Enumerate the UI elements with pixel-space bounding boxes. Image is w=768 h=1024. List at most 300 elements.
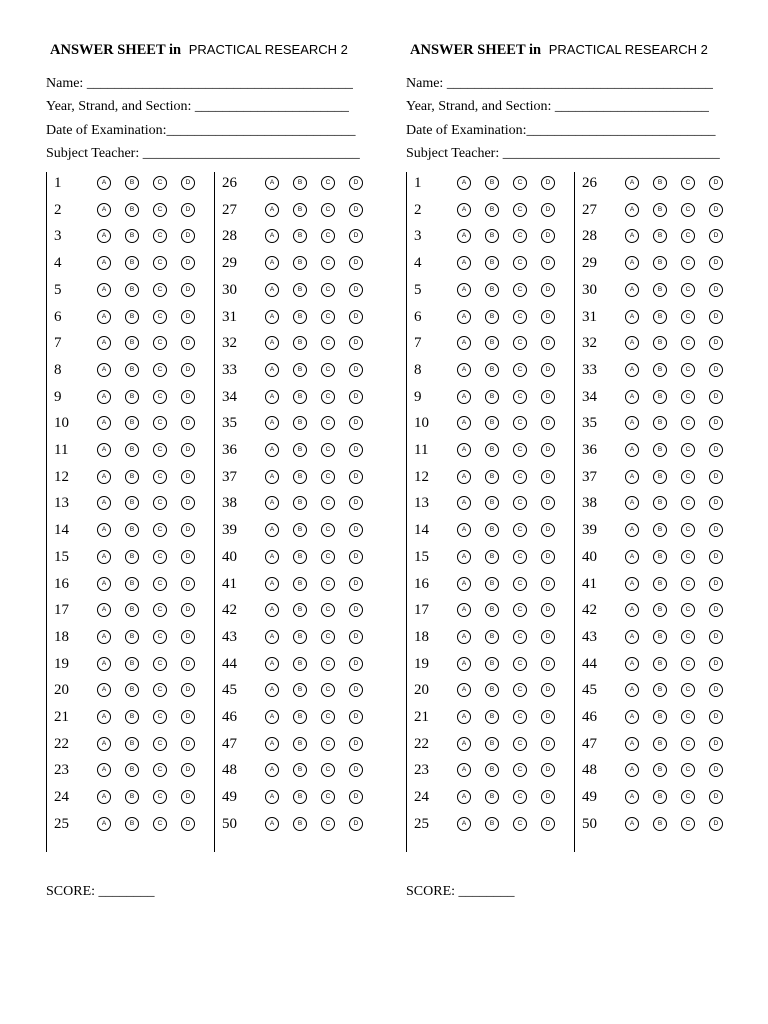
answer-bubble-a[interactable]: A — [97, 470, 111, 484]
answer-bubble-d[interactable]: D — [349, 496, 363, 510]
answer-bubble-a[interactable]: A — [265, 283, 279, 297]
answer-bubble-a[interactable]: A — [457, 683, 471, 697]
answer-bubble-d[interactable]: D — [709, 603, 723, 617]
answer-bubble-b[interactable]: B — [653, 310, 667, 324]
answer-bubble-b[interactable]: B — [485, 176, 499, 190]
answer-bubble-a[interactable]: A — [625, 443, 639, 457]
answer-bubble-b[interactable]: B — [125, 336, 139, 350]
score-field[interactable]: SCORE: ________ — [46, 884, 155, 899]
answer-bubble-a[interactable]: A — [265, 523, 279, 537]
answer-bubble-d[interactable]: D — [181, 310, 195, 324]
answer-bubble-a[interactable]: A — [457, 790, 471, 804]
answer-bubble-d[interactable]: D — [709, 256, 723, 270]
answer-bubble-c[interactable]: C — [321, 229, 335, 243]
answer-bubble-d[interactable]: D — [349, 283, 363, 297]
answer-bubble-c[interactable]: C — [513, 336, 527, 350]
answer-bubble-a[interactable]: A — [265, 790, 279, 804]
answer-bubble-d[interactable]: D — [181, 416, 195, 430]
answer-bubble-c[interactable]: C — [681, 683, 695, 697]
answer-bubble-c[interactable]: C — [681, 256, 695, 270]
answer-bubble-c[interactable]: C — [153, 203, 167, 217]
answer-bubble-a[interactable]: A — [265, 229, 279, 243]
answer-bubble-a[interactable]: A — [97, 256, 111, 270]
answer-bubble-c[interactable]: C — [513, 737, 527, 751]
answer-bubble-b[interactable]: B — [653, 550, 667, 564]
answer-bubble-b[interactable]: B — [653, 229, 667, 243]
answer-bubble-d[interactable]: D — [709, 577, 723, 591]
answer-bubble-d[interactable]: D — [709, 203, 723, 217]
answer-bubble-d[interactable]: D — [349, 416, 363, 430]
answer-bubble-d[interactable]: D — [349, 737, 363, 751]
answer-bubble-c[interactable]: C — [153, 416, 167, 430]
answer-bubble-b[interactable]: B — [485, 603, 499, 617]
answer-bubble-a[interactable]: A — [97, 416, 111, 430]
answer-bubble-a[interactable]: A — [97, 283, 111, 297]
answer-bubble-a[interactable]: A — [625, 630, 639, 644]
answer-bubble-b[interactable]: B — [485, 577, 499, 591]
answer-bubble-a[interactable]: A — [457, 763, 471, 777]
answer-bubble-a[interactable]: A — [265, 630, 279, 644]
answer-bubble-c[interactable]: C — [513, 577, 527, 591]
answer-bubble-a[interactable]: A — [97, 203, 111, 217]
name-field[interactable]: Name: ______________________________________ — [406, 76, 713, 91]
name-field[interactable]: Name: ______________________________________ — [46, 76, 353, 91]
answer-bubble-d[interactable]: D — [541, 336, 555, 350]
answer-bubble-c[interactable]: C — [681, 176, 695, 190]
answer-bubble-a[interactable]: A — [97, 630, 111, 644]
answer-bubble-c[interactable]: C — [153, 310, 167, 324]
answer-bubble-c[interactable]: C — [681, 763, 695, 777]
answer-bubble-c[interactable]: C — [681, 577, 695, 591]
answer-bubble-d[interactable]: D — [541, 363, 555, 377]
answer-bubble-b[interactable]: B — [653, 336, 667, 350]
answer-bubble-c[interactable]: C — [153, 577, 167, 591]
answer-bubble-c[interactable]: C — [681, 283, 695, 297]
answer-bubble-d[interactable]: D — [709, 550, 723, 564]
subject-teacher-field[interactable]: Subject Teacher: _______________________________ — [46, 146, 360, 161]
answer-bubble-b[interactable]: B — [485, 203, 499, 217]
answer-bubble-c[interactable]: C — [153, 443, 167, 457]
answer-bubble-c[interactable]: C — [513, 603, 527, 617]
answer-bubble-d[interactable]: D — [541, 817, 555, 831]
answer-bubble-a[interactable]: A — [625, 390, 639, 404]
answer-bubble-b[interactable]: B — [125, 470, 139, 484]
answer-bubble-b[interactable]: B — [293, 523, 307, 537]
answer-bubble-a[interactable]: A — [457, 496, 471, 510]
answer-bubble-d[interactable]: D — [181, 630, 195, 644]
answer-bubble-b[interactable]: B — [125, 229, 139, 243]
answer-bubble-d[interactable]: D — [709, 657, 723, 671]
answer-bubble-c[interactable]: C — [513, 630, 527, 644]
answer-bubble-d[interactable]: D — [709, 283, 723, 297]
answer-bubble-c[interactable]: C — [513, 310, 527, 324]
answer-bubble-b[interactable]: B — [653, 630, 667, 644]
answer-bubble-c[interactable]: C — [153, 763, 167, 777]
answer-bubble-c[interactable]: C — [321, 416, 335, 430]
score-field[interactable]: SCORE: ________ — [406, 884, 515, 899]
answer-bubble-c[interactable]: C — [321, 577, 335, 591]
answer-bubble-b[interactable]: B — [125, 283, 139, 297]
answer-bubble-c[interactable]: C — [153, 523, 167, 537]
answer-bubble-d[interactable]: D — [181, 523, 195, 537]
answer-bubble-c[interactable]: C — [153, 229, 167, 243]
answer-bubble-c[interactable]: C — [513, 390, 527, 404]
answer-bubble-a[interactable]: A — [265, 390, 279, 404]
answer-bubble-d[interactable]: D — [709, 229, 723, 243]
answer-bubble-c[interactable]: C — [153, 550, 167, 564]
answer-bubble-b[interactable]: B — [293, 737, 307, 751]
answer-bubble-d[interactable]: D — [181, 203, 195, 217]
answer-bubble-c[interactable]: C — [681, 336, 695, 350]
answer-bubble-a[interactable]: A — [265, 203, 279, 217]
answer-bubble-d[interactable]: D — [181, 496, 195, 510]
answer-bubble-b[interactable]: B — [125, 256, 139, 270]
answer-bubble-c[interactable]: C — [321, 790, 335, 804]
answer-bubble-c[interactable]: C — [513, 496, 527, 510]
answer-bubble-b[interactable]: B — [653, 496, 667, 510]
answer-bubble-d[interactable]: D — [541, 470, 555, 484]
answer-bubble-c[interactable]: C — [513, 523, 527, 537]
answer-bubble-d[interactable]: D — [541, 256, 555, 270]
answer-bubble-d[interactable]: D — [709, 710, 723, 724]
answer-bubble-c[interactable]: C — [321, 336, 335, 350]
answer-bubble-b[interactable]: B — [653, 737, 667, 751]
answer-bubble-a[interactable]: A — [457, 363, 471, 377]
answer-bubble-b[interactable]: B — [485, 763, 499, 777]
answer-bubble-b[interactable]: B — [485, 470, 499, 484]
answer-bubble-b[interactable]: B — [485, 310, 499, 324]
answer-bubble-a[interactable]: A — [457, 550, 471, 564]
answer-bubble-a[interactable]: A — [97, 496, 111, 510]
answer-bubble-a[interactable]: A — [265, 710, 279, 724]
answer-bubble-d[interactable]: D — [709, 817, 723, 831]
answer-bubble-a[interactable]: A — [457, 203, 471, 217]
answer-bubble-d[interactable]: D — [709, 630, 723, 644]
answer-bubble-a[interactable]: A — [97, 790, 111, 804]
answer-bubble-b[interactable]: B — [293, 710, 307, 724]
answer-bubble-d[interactable]: D — [709, 470, 723, 484]
answer-bubble-c[interactable]: C — [513, 283, 527, 297]
answer-bubble-a[interactable]: A — [625, 603, 639, 617]
answer-bubble-d[interactable]: D — [709, 763, 723, 777]
answer-bubble-a[interactable]: A — [265, 310, 279, 324]
answer-bubble-a[interactable]: A — [265, 577, 279, 591]
answer-bubble-a[interactable]: A — [457, 737, 471, 751]
answer-bubble-c[interactable]: C — [513, 256, 527, 270]
answer-bubble-c[interactable]: C — [513, 790, 527, 804]
answer-bubble-d[interactable]: D — [541, 496, 555, 510]
answer-bubble-d[interactable]: D — [181, 577, 195, 591]
answer-bubble-b[interactable]: B — [125, 416, 139, 430]
answer-bubble-a[interactable]: A — [457, 577, 471, 591]
answer-bubble-b[interactable]: B — [653, 523, 667, 537]
answer-bubble-c[interactable]: C — [321, 657, 335, 671]
answer-bubble-a[interactable]: A — [97, 657, 111, 671]
answer-bubble-d[interactable]: D — [709, 363, 723, 377]
answer-bubble-c[interactable]: C — [321, 363, 335, 377]
answer-bubble-d[interactable]: D — [541, 790, 555, 804]
answer-bubble-b[interactable]: B — [293, 283, 307, 297]
answer-bubble-b[interactable]: B — [293, 550, 307, 564]
answer-bubble-b[interactable]: B — [653, 416, 667, 430]
answer-bubble-b[interactable]: B — [293, 657, 307, 671]
answer-bubble-d[interactable]: D — [349, 390, 363, 404]
answer-bubble-d[interactable]: D — [541, 443, 555, 457]
answer-bubble-b[interactable]: B — [125, 310, 139, 324]
answer-bubble-c[interactable]: C — [153, 496, 167, 510]
answer-bubble-d[interactable]: D — [541, 390, 555, 404]
answer-bubble-a[interactable]: A — [457, 336, 471, 350]
answer-bubble-b[interactable]: B — [125, 603, 139, 617]
answer-bubble-b[interactable]: B — [653, 603, 667, 617]
year-strand-section-field[interactable]: Year, Strand, and Section: ______________________ — [46, 99, 349, 114]
answer-bubble-c[interactable]: C — [153, 683, 167, 697]
answer-bubble-c[interactable]: C — [513, 203, 527, 217]
answer-bubble-b[interactable]: B — [293, 336, 307, 350]
answer-bubble-b[interactable]: B — [293, 229, 307, 243]
answer-bubble-c[interactable]: C — [321, 310, 335, 324]
answer-bubble-c[interactable]: C — [681, 390, 695, 404]
answer-bubble-d[interactable]: D — [541, 763, 555, 777]
answer-bubble-a[interactable]: A — [265, 470, 279, 484]
answer-bubble-d[interactable]: D — [349, 310, 363, 324]
answer-bubble-a[interactable]: A — [97, 817, 111, 831]
answer-bubble-d[interactable]: D — [181, 443, 195, 457]
answer-bubble-c[interactable]: C — [513, 550, 527, 564]
answer-bubble-d[interactable]: D — [349, 657, 363, 671]
answer-bubble-b[interactable]: B — [125, 817, 139, 831]
answer-bubble-b[interactable]: B — [125, 577, 139, 591]
answer-bubble-a[interactable]: A — [97, 363, 111, 377]
answer-bubble-a[interactable]: A — [97, 710, 111, 724]
answer-bubble-b[interactable]: B — [125, 176, 139, 190]
answer-bubble-b[interactable]: B — [653, 390, 667, 404]
answer-bubble-d[interactable]: D — [349, 363, 363, 377]
answer-bubble-a[interactable]: A — [625, 496, 639, 510]
answer-bubble-b[interactable]: B — [653, 657, 667, 671]
answer-bubble-b[interactable]: B — [293, 416, 307, 430]
answer-bubble-c[interactable]: C — [321, 523, 335, 537]
answer-bubble-d[interactable]: D — [349, 710, 363, 724]
answer-bubble-b[interactable]: B — [485, 630, 499, 644]
answer-bubble-b[interactable]: B — [293, 470, 307, 484]
answer-bubble-d[interactable]: D — [181, 470, 195, 484]
answer-bubble-d[interactable]: D — [541, 683, 555, 697]
answer-bubble-a[interactable]: A — [457, 630, 471, 644]
answer-bubble-a[interactable]: A — [625, 283, 639, 297]
answer-bubble-c[interactable]: C — [681, 550, 695, 564]
answer-bubble-d[interactable]: D — [709, 496, 723, 510]
answer-bubble-a[interactable]: A — [625, 229, 639, 243]
answer-bubble-a[interactable]: A — [625, 710, 639, 724]
answer-bubble-a[interactable]: A — [97, 577, 111, 591]
answer-bubble-a[interactable]: A — [265, 763, 279, 777]
answer-bubble-b[interactable]: B — [125, 496, 139, 510]
answer-bubble-c[interactable]: C — [681, 443, 695, 457]
answer-bubble-c[interactable]: C — [681, 657, 695, 671]
answer-bubble-b[interactable]: B — [125, 390, 139, 404]
answer-bubble-a[interactable]: A — [625, 577, 639, 591]
answer-bubble-b[interactable]: B — [293, 496, 307, 510]
answer-bubble-d[interactable]: D — [709, 416, 723, 430]
answer-bubble-a[interactable]: A — [457, 470, 471, 484]
answer-bubble-a[interactable]: A — [625, 176, 639, 190]
answer-bubble-c[interactable]: C — [681, 416, 695, 430]
answer-bubble-d[interactable]: D — [181, 256, 195, 270]
answer-bubble-b[interactable]: B — [125, 683, 139, 697]
answer-bubble-c[interactable]: C — [513, 363, 527, 377]
answer-bubble-d[interactable]: D — [709, 336, 723, 350]
answer-bubble-d[interactable]: D — [349, 790, 363, 804]
answer-bubble-b[interactable]: B — [293, 310, 307, 324]
answer-bubble-c[interactable]: C — [681, 229, 695, 243]
answer-bubble-a[interactable]: A — [625, 683, 639, 697]
answer-bubble-a[interactable]: A — [457, 283, 471, 297]
answer-bubble-b[interactable]: B — [293, 363, 307, 377]
answer-bubble-a[interactable]: A — [625, 657, 639, 671]
answer-bubble-d[interactable]: D — [349, 763, 363, 777]
answer-bubble-b[interactable]: B — [653, 363, 667, 377]
answer-bubble-d[interactable]: D — [541, 737, 555, 751]
answer-bubble-a[interactable]: A — [625, 203, 639, 217]
answer-bubble-b[interactable]: B — [653, 283, 667, 297]
answer-bubble-c[interactable]: C — [153, 470, 167, 484]
answer-bubble-d[interactable]: D — [349, 256, 363, 270]
answer-bubble-b[interactable]: B — [485, 737, 499, 751]
answer-bubble-b[interactable]: B — [653, 470, 667, 484]
answer-bubble-a[interactable]: A — [625, 737, 639, 751]
answer-bubble-c[interactable]: C — [153, 817, 167, 831]
answer-bubble-d[interactable]: D — [181, 363, 195, 377]
answer-bubble-a[interactable]: A — [625, 336, 639, 350]
answer-bubble-b[interactable]: B — [653, 763, 667, 777]
answer-bubble-b[interactable]: B — [293, 176, 307, 190]
answer-bubble-c[interactable]: C — [513, 683, 527, 697]
answer-bubble-c[interactable]: C — [153, 630, 167, 644]
answer-bubble-a[interactable]: A — [457, 416, 471, 430]
answer-bubble-d[interactable]: D — [181, 283, 195, 297]
answer-bubble-d[interactable]: D — [349, 817, 363, 831]
answer-bubble-b[interactable]: B — [485, 256, 499, 270]
answer-bubble-d[interactable]: D — [181, 790, 195, 804]
answer-bubble-c[interactable]: C — [321, 203, 335, 217]
answer-bubble-d[interactable]: D — [541, 630, 555, 644]
answer-bubble-a[interactable]: A — [625, 310, 639, 324]
answer-bubble-c[interactable]: C — [321, 737, 335, 751]
answer-bubble-a[interactable]: A — [265, 256, 279, 270]
answer-bubble-d[interactable]: D — [541, 523, 555, 537]
answer-bubble-d[interactable]: D — [181, 336, 195, 350]
answer-bubble-c[interactable]: C — [321, 470, 335, 484]
answer-bubble-c[interactable]: C — [321, 496, 335, 510]
answer-bubble-d[interactable]: D — [181, 763, 195, 777]
answer-bubble-a[interactable]: A — [625, 817, 639, 831]
answer-bubble-a[interactable]: A — [457, 390, 471, 404]
answer-bubble-a[interactable]: A — [97, 603, 111, 617]
answer-bubble-b[interactable]: B — [293, 203, 307, 217]
answer-bubble-a[interactable]: A — [97, 523, 111, 537]
answer-bubble-c[interactable]: C — [153, 283, 167, 297]
answer-bubble-c[interactable]: C — [513, 229, 527, 243]
answer-bubble-b[interactable]: B — [653, 790, 667, 804]
answer-bubble-b[interactable]: B — [293, 256, 307, 270]
answer-bubble-c[interactable]: C — [153, 737, 167, 751]
answer-bubble-d[interactable]: D — [181, 817, 195, 831]
answer-bubble-d[interactable]: D — [541, 550, 555, 564]
answer-bubble-c[interactable]: C — [681, 603, 695, 617]
answer-bubble-a[interactable]: A — [97, 310, 111, 324]
answer-bubble-d[interactable]: D — [181, 229, 195, 243]
answer-bubble-a[interactable]: A — [97, 737, 111, 751]
answer-bubble-a[interactable]: A — [265, 363, 279, 377]
answer-bubble-d[interactable]: D — [181, 737, 195, 751]
answer-bubble-b[interactable]: B — [653, 577, 667, 591]
answer-bubble-c[interactable]: C — [681, 523, 695, 537]
answer-bubble-c[interactable]: C — [513, 817, 527, 831]
answer-bubble-d[interactable]: D — [709, 683, 723, 697]
answer-bubble-a[interactable]: A — [457, 443, 471, 457]
answer-bubble-c[interactable]: C — [681, 310, 695, 324]
answer-bubble-b[interactable]: B — [653, 176, 667, 190]
answer-bubble-a[interactable]: A — [265, 683, 279, 697]
answer-bubble-a[interactable]: A — [457, 710, 471, 724]
answer-bubble-b[interactable]: B — [653, 256, 667, 270]
answer-bubble-c[interactable]: C — [321, 176, 335, 190]
answer-bubble-c[interactable]: C — [513, 176, 527, 190]
answer-bubble-b[interactable]: B — [125, 443, 139, 457]
answer-bubble-d[interactable]: D — [349, 336, 363, 350]
answer-bubble-a[interactable]: A — [97, 229, 111, 243]
answer-bubble-d[interactable]: D — [349, 470, 363, 484]
answer-bubble-b[interactable]: B — [485, 710, 499, 724]
answer-bubble-c[interactable]: C — [153, 363, 167, 377]
answer-bubble-a[interactable]: A — [97, 443, 111, 457]
answer-bubble-d[interactable]: D — [349, 577, 363, 591]
answer-bubble-b[interactable]: B — [485, 657, 499, 671]
date-of-examination-field[interactable]: Date of Examination:___________________________ — [406, 123, 716, 138]
answer-bubble-d[interactable]: D — [541, 657, 555, 671]
answer-bubble-d[interactable]: D — [541, 283, 555, 297]
answer-bubble-b[interactable]: B — [485, 790, 499, 804]
answer-bubble-d[interactable]: D — [181, 683, 195, 697]
answer-bubble-b[interactable]: B — [485, 496, 499, 510]
answer-bubble-b[interactable]: B — [293, 603, 307, 617]
answer-bubble-d[interactable]: D — [181, 603, 195, 617]
answer-bubble-d[interactable]: D — [349, 443, 363, 457]
answer-bubble-c[interactable]: C — [153, 336, 167, 350]
answer-bubble-a[interactable]: A — [457, 657, 471, 671]
answer-bubble-b[interactable]: B — [653, 443, 667, 457]
answer-bubble-a[interactable]: A — [457, 229, 471, 243]
answer-bubble-d[interactable]: D — [709, 176, 723, 190]
answer-bubble-a[interactable]: A — [265, 416, 279, 430]
answer-bubble-c[interactable]: C — [681, 710, 695, 724]
answer-bubble-c[interactable]: C — [513, 763, 527, 777]
answer-bubble-c[interactable]: C — [153, 176, 167, 190]
answer-bubble-a[interactable]: A — [97, 336, 111, 350]
answer-bubble-c[interactable]: C — [681, 817, 695, 831]
answer-bubble-d[interactable]: D — [709, 790, 723, 804]
answer-bubble-d[interactable]: D — [181, 657, 195, 671]
answer-bubble-c[interactable]: C — [321, 683, 335, 697]
answer-bubble-c[interactable]: C — [321, 710, 335, 724]
answer-bubble-c[interactable]: C — [321, 256, 335, 270]
answer-bubble-b[interactable]: B — [125, 550, 139, 564]
answer-bubble-d[interactable]: D — [349, 683, 363, 697]
answer-bubble-b[interactable]: B — [293, 763, 307, 777]
answer-bubble-d[interactable]: D — [349, 630, 363, 644]
answer-bubble-b[interactable]: B — [293, 630, 307, 644]
